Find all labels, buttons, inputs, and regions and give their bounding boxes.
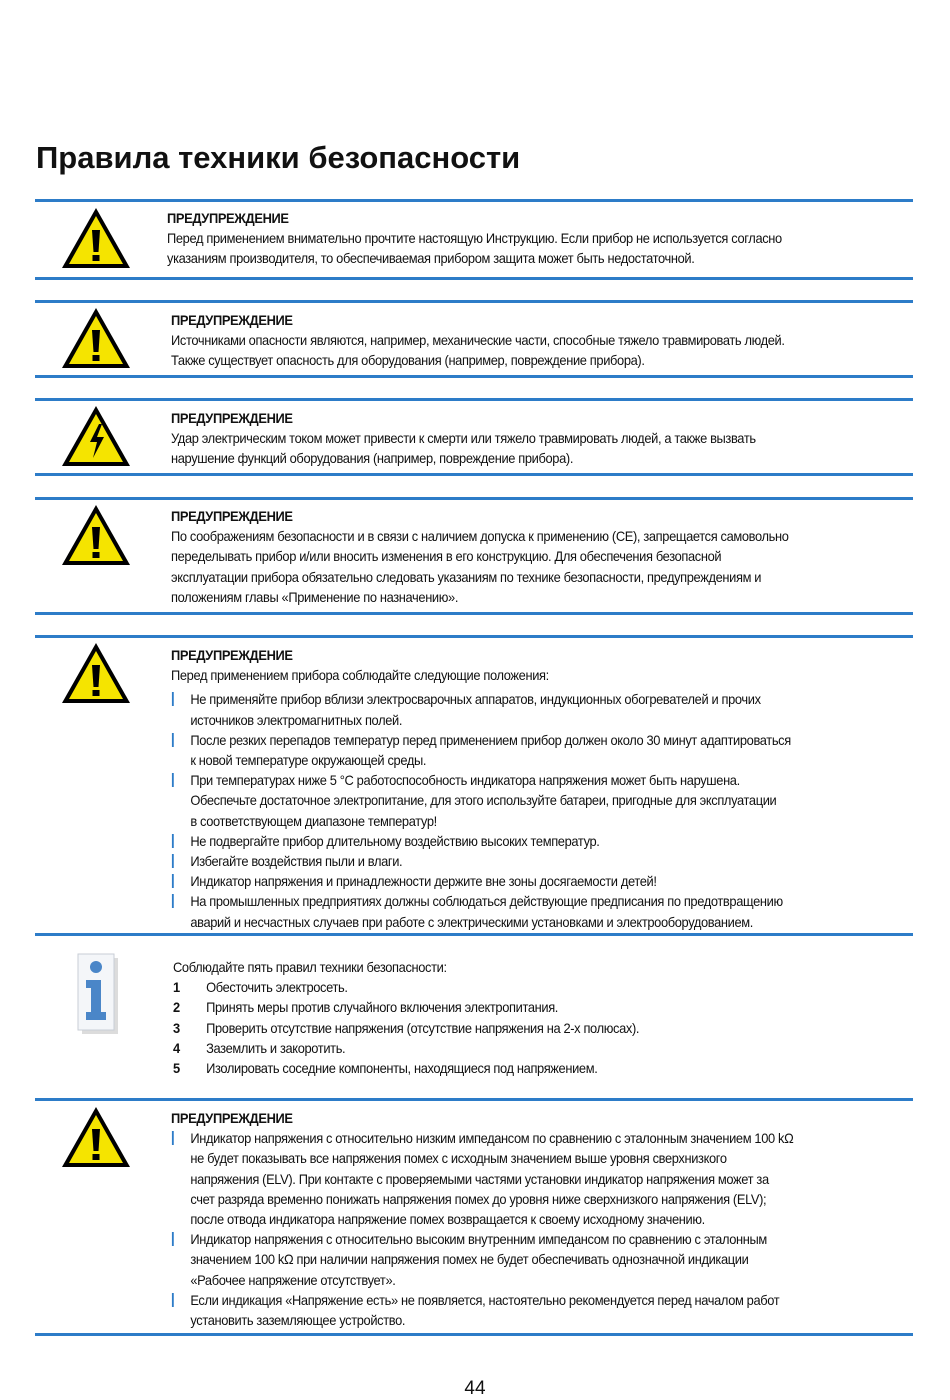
bullet-continuation: не будет показывать все напряжения помех с исходным значением выше уровня сверхнизкого xyxy=(190,1150,727,1167)
bullet-item: Индикатор напряжения и принадлежности держите вне зоны досягаемости детей! xyxy=(171,871,791,891)
warning-text-line: нарушение функций оборудования (например, повреждение прибора). xyxy=(171,450,574,467)
electric-shock-warning-icon xyxy=(60,404,132,468)
bullet-item: Не подвергайте прибор длительному воздействию высоких температур. xyxy=(171,831,791,851)
bullet-item: Индикатор напряжения с относительно низким импедансом по сравнению с эталонным значением 100 kΩ xyxy=(171,1128,793,1148)
bullet-continuation: значением 100 kΩ при наличии напряжения помех не будет обеспечивать однозначной индикации xyxy=(190,1251,749,1268)
warning-text-line: положениям главы «Применение по назначению». xyxy=(171,588,459,605)
warning-block xyxy=(171,1108,793,1330)
divider xyxy=(35,635,913,638)
warning-text-line: По соображениям безопасности и в связи с наличием допуска к применению (CE), запрещается самовольно xyxy=(171,528,789,545)
bullet-item: При температурах ниже 5 °C работоспособность индикатора напряжения может быть нарушена. xyxy=(171,770,791,790)
bullet-continuation: после отвода индикатора напряжение помех возвращается к своему исходному значению. xyxy=(190,1211,705,1228)
bullet-item: Избегайте воздействия пыли и влаги. xyxy=(171,851,791,871)
warning-triangle-icon xyxy=(60,503,132,567)
page-title: Правила техники безопасности xyxy=(36,140,521,175)
bullet-continuation: «Рабочее напряжение отсутствует». xyxy=(190,1271,396,1288)
rule-item xyxy=(173,997,639,1017)
bullet-continuation: напряжения (ELV). При контакте с проверяемыми частями установки индикатор напряжения может за xyxy=(190,1170,769,1187)
divider xyxy=(35,933,913,936)
warning-triangle-icon xyxy=(60,206,132,270)
warning-text-line: Удар электрическим током может привести к смерти или тяжело травмировать людей, а также вызвать xyxy=(171,430,756,447)
warning-heading: ПРЕДУПРЕЖДЕНИЕ xyxy=(171,508,293,524)
rule-number: 3 xyxy=(173,1019,180,1036)
rule-text: Изолировать соседние компоненты, находящиеся под напряжением. xyxy=(206,1060,598,1077)
divider xyxy=(35,375,913,378)
warning-text-line: Источниками опасности являются, например, механические части, способные тяжело травмировать людей. xyxy=(171,332,785,349)
divider xyxy=(35,1098,913,1101)
bullet-continuation: Обеспечьте достаточное электропитание, для этого используйте батареи, пригодные для эксплуатации xyxy=(190,792,777,809)
rule-item xyxy=(173,1058,639,1078)
warning-text-line: переделывать прибор и/или вносить изменения в его конструкцию. Для обеспечения безопасной xyxy=(171,548,722,565)
warning-block xyxy=(171,506,789,607)
warning-block xyxy=(171,310,785,371)
warning-text-line: Перед применением внимательно прочтите настоящую Инструкцию. Если прибор не используется согласно xyxy=(167,230,782,247)
bullet-item: Индикатор напряжения с относительно высоким внутренним импедансом по сравнению с эталонным xyxy=(171,1229,793,1249)
bullet-continuation: к новой температуре окружающей среды. xyxy=(190,752,427,769)
rule-number: 2 xyxy=(173,999,180,1016)
info-block xyxy=(173,957,639,1078)
info-intro: Соблюдайте пять правил техники безопасности: xyxy=(173,959,447,975)
bullet-item: Если индикация «Напряжение есть» не появляется, настоятельно рекомендуется перед началом работ xyxy=(171,1290,793,1310)
rule-number: 1 xyxy=(173,979,180,996)
bullet-continuation: источников электромагнитных полей. xyxy=(190,711,403,728)
divider xyxy=(35,398,913,401)
bullet-item: После резких перепадов температур перед применением прибор должен около 30 минут адаптироваться xyxy=(171,730,791,750)
divider xyxy=(35,1333,913,1336)
info-icon xyxy=(76,952,120,1036)
rule-text: Заземлить и закоротить. xyxy=(206,1039,346,1056)
warning-text-line: эксплуатации прибора обязательно следовать указаниям по технике безопасности, предупреждениям и xyxy=(171,568,762,585)
divider xyxy=(35,277,913,280)
divider xyxy=(35,612,913,615)
warning-triangle-icon xyxy=(60,306,132,370)
warning-heading: ПРЕДУПРЕЖДЕНИЕ xyxy=(167,210,289,226)
divider xyxy=(35,300,913,303)
bullet-continuation: аварий и несчастных случаев при работе с электрическими установками и электрооборудованием. xyxy=(190,913,753,930)
divider xyxy=(35,199,913,202)
bullet-item: На промышленных предприятиях должны соблюдаться действующие предписания по предотвращению xyxy=(171,891,791,911)
divider xyxy=(35,497,913,500)
warning-heading: ПРЕДУПРЕЖДЕНИЕ xyxy=(171,647,293,663)
warning-block xyxy=(171,408,756,469)
warning-text-line: Также существует опасность для оборудования (например, повреждение прибора). xyxy=(171,352,645,369)
warning-block xyxy=(171,645,791,932)
warning-intro: Перед применением прибора соблюдайте следующие положения: xyxy=(171,667,549,684)
warning-heading: ПРЕДУПРЕЖДЕНИЕ xyxy=(171,312,293,328)
page-number: 44 xyxy=(464,1378,486,1399)
divider xyxy=(35,473,913,476)
warning-triangle-icon xyxy=(60,641,132,705)
rule-item xyxy=(173,977,639,997)
warning-heading: ПРЕДУПРЕЖДЕНИЕ xyxy=(171,1110,293,1126)
rule-number: 5 xyxy=(173,1060,180,1077)
bullet-continuation: в соответствующем диапазоне температур! xyxy=(190,812,437,829)
rule-text: Обесточить электросеть. xyxy=(206,979,348,996)
rule-item xyxy=(173,1038,639,1058)
rule-text: Проверить отсутствие напряжения (отсутствие напряжения на 2-х полюсах). xyxy=(206,1019,640,1036)
warning-text-line: указаниям производителя, то обеспечиваемая прибором защита может быть недостаточной. xyxy=(167,250,695,267)
rule-text: Принять меры против случайного включения электропитания. xyxy=(206,999,559,1016)
warning-heading: ПРЕДУПРЕЖДЕНИЕ xyxy=(171,410,293,426)
rule-number: 4 xyxy=(173,1039,180,1056)
warning-triangle-icon xyxy=(60,1105,132,1169)
bullet-continuation: установить заземляющее устройство. xyxy=(190,1312,406,1329)
bullet-item: Не применяйте прибор вблизи электросварочных аппаратов, индукционных обогревателей и прочих xyxy=(171,689,791,709)
rule-item xyxy=(173,1018,639,1038)
bullet-continuation: счет разряда временно понижать напряжения помех до уровня ниже сверхнизкого напряжения (ELV); xyxy=(190,1190,767,1207)
warning-block xyxy=(167,208,782,269)
